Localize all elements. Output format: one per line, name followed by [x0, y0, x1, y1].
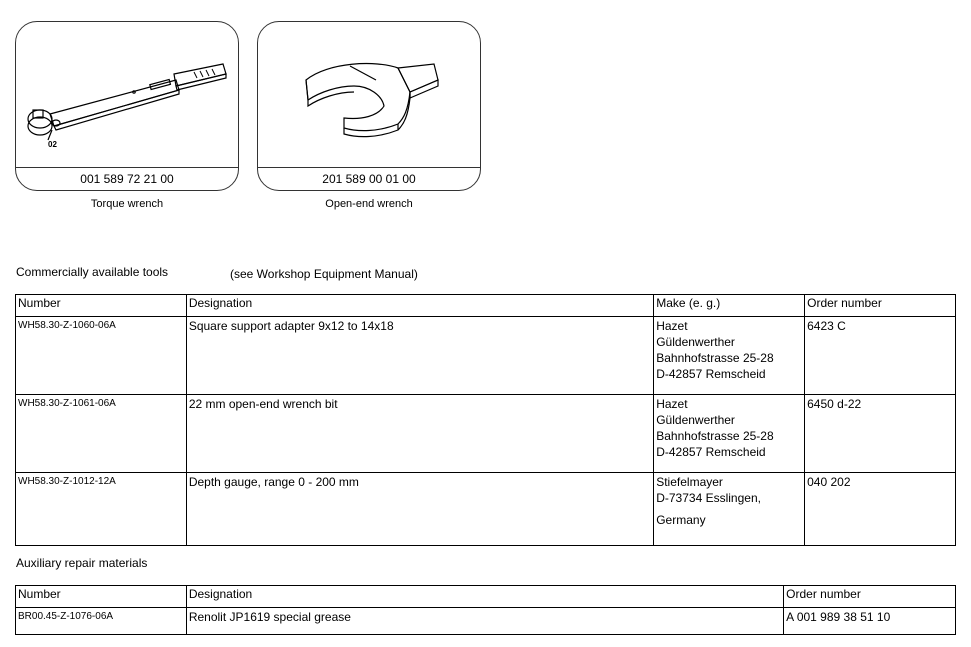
tool-number: WH58.30-Z-1060-06A: [16, 317, 187, 395]
tool-number: WH58.30-Z-1061-06A: [16, 395, 187, 473]
torque-wrench-card: [15, 21, 239, 191]
make-line: Bahnhofstrasse 25-28: [656, 351, 774, 365]
commercial-tools-note: (see Workshop Equipment Manual): [230, 267, 418, 281]
material-designation: Renolit JP1619 special grease: [186, 608, 783, 635]
make-line: Stiefelmayer: [656, 475, 723, 489]
open-end-wrench-card: [257, 21, 481, 191]
tool-designation: 22 mm open-end wrench bit: [186, 395, 653, 473]
tool-number: WH58.30-Z-1012-12A: [16, 473, 187, 546]
column-header: Designation: [186, 295, 653, 317]
table-header-row: [16, 586, 956, 608]
make-line: D-42857 Remscheid: [656, 445, 766, 459]
table-header-row: [16, 295, 956, 317]
table-row: [16, 395, 956, 473]
column-header: Number: [16, 295, 187, 317]
table-row: [16, 317, 956, 395]
tool-order-number: 6423 C: [805, 317, 956, 395]
part-number: 201 589 00 01 00: [258, 167, 480, 191]
tool-order-number: 6450 d-22: [805, 395, 956, 473]
make-line: Germany: [656, 513, 706, 527]
table-row: [16, 608, 956, 635]
make-line: D-73734 Esslingen,: [656, 491, 761, 505]
material-order-number: A 001 989 38 51 10: [784, 608, 956, 635]
column-header: Designation: [186, 586, 783, 608]
tool-make: [654, 317, 805, 395]
part-number: 001 589 72 21 00: [16, 167, 238, 191]
callout-label: 02: [48, 140, 57, 149]
tool-caption: Torque wrench: [90, 198, 164, 210]
auxiliary-materials-title: Auxiliary repair materials: [16, 556, 148, 570]
make-line: Hazet: [656, 397, 688, 411]
material-number: BR00.45-Z-1076-06A: [16, 608, 187, 635]
make-line: Bahnhofstrasse 25-28: [656, 429, 774, 443]
tool-designation: Square support adapter 9x12 to 14x18: [186, 317, 653, 395]
make-line: Hazet: [656, 319, 688, 333]
column-header: Order number: [805, 295, 956, 317]
column-header: Order number: [784, 586, 956, 608]
commercial-tools-title: Commercially available tools: [16, 265, 169, 279]
open-end-wrench-illustration: [258, 22, 480, 166]
commercial-tools-table: [15, 294, 956, 546]
table-row: [16, 473, 956, 546]
column-header: Make (e. g.): [654, 295, 805, 317]
make-line: Güldenwerther: [656, 413, 735, 427]
tool-order-number: 040 202: [805, 473, 956, 546]
make-line: D-42857 Remscheid: [656, 367, 766, 381]
auxiliary-materials-table: [15, 585, 956, 635]
tool-caption: Open-end wrench: [325, 198, 413, 210]
tool-make: [654, 473, 805, 546]
make-line: Güldenwerther: [656, 335, 735, 349]
tool-make: [654, 395, 805, 473]
tool-designation: Depth gauge, range 0 - 200 mm: [186, 473, 653, 546]
torque-wrench-illustration: [16, 22, 238, 166]
column-header: Number: [16, 586, 187, 608]
